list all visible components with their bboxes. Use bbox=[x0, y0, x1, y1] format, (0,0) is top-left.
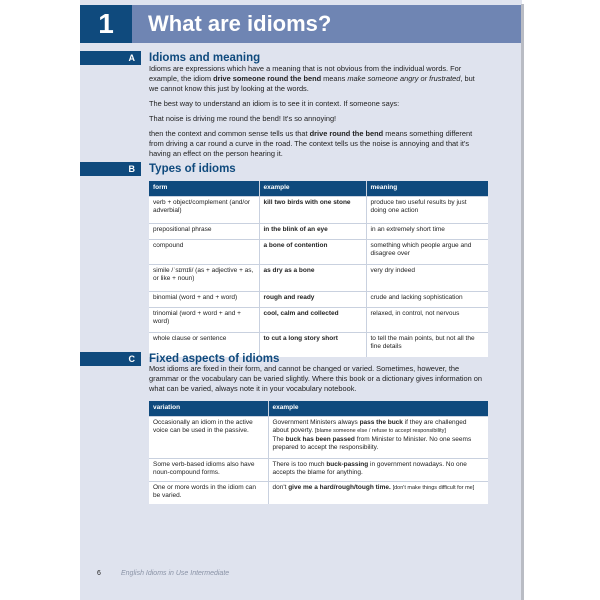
form-cell: compound bbox=[149, 239, 259, 264]
section-b-marker: B bbox=[80, 162, 141, 176]
example-cell: to cut a long story short bbox=[259, 332, 366, 357]
table-header-row bbox=[149, 181, 488, 196]
example-cell: as dry as a bone bbox=[259, 264, 366, 291]
table-header-row bbox=[149, 401, 488, 416]
example-cell: don't give me a hard/rough/tough time. [don't make things difficult for me] bbox=[268, 481, 488, 504]
unit-number: 1 bbox=[80, 5, 132, 43]
column-header-example: example bbox=[259, 181, 366, 196]
table-row bbox=[149, 416, 488, 458]
table-row bbox=[149, 291, 488, 307]
form-cell: trinomial (word + word + and + word) bbox=[149, 307, 259, 332]
example-cell: a bone of contention bbox=[259, 239, 366, 264]
form-cell: whole clause or sentence bbox=[149, 332, 259, 357]
table-row bbox=[149, 239, 488, 264]
section-a-paragraph-2: The best way to understand an idiom is to see it in context. If someone says: bbox=[149, 99, 400, 108]
section-c-title: Fixed aspects of idioms bbox=[149, 353, 280, 365]
form-cell: simile /ˈsɪmɪli/ (as + adjective + as, or like + noun) bbox=[149, 264, 259, 291]
unit-header bbox=[80, 5, 522, 43]
example-cell: rough and ready bbox=[259, 291, 366, 307]
section-a-paragraph-3: then the context and common sense tells us that drive round the bend means something different from driving a car round a curve in the road. The context tells us the noise is annoying and that it's having an effect on the person hearing it. bbox=[149, 129, 473, 158]
variation-cell: Some verb-based idioms also have noun-compound forms. bbox=[149, 458, 268, 481]
meaning-cell: in an extremely short time bbox=[366, 223, 488, 239]
column-header-variation: variation bbox=[149, 401, 268, 416]
page-edge-shadow bbox=[521, 4, 524, 600]
table-row bbox=[149, 458, 488, 481]
table-row bbox=[149, 223, 488, 239]
form-cell: verb + object/complement (and/or adverbial) bbox=[149, 196, 259, 223]
section-a-paragraph-1: Idioms are expressions which have a meaning that is not obvious from the individual words. For example, the idiom drive someone round the bend means make someone angry or frustrated, but we cannot know this just by looking at the words. bbox=[149, 64, 475, 93]
table-row bbox=[149, 196, 488, 223]
meaning-cell: crude and lacking sophistication bbox=[366, 291, 488, 307]
table-row bbox=[149, 481, 488, 504]
table-row bbox=[149, 264, 488, 291]
book-page bbox=[80, 0, 522, 600]
form-cell: binomial (word + and + word) bbox=[149, 291, 259, 307]
example-cell: kill two birds with one stone bbox=[259, 196, 366, 223]
example-cell: Government Ministers always pass the buck if they are challenged about poverty. [blame someone else / refuse to accept responsibility] The buck has been passed from Minister to Minister. No one seems prepared to accept the responsibility. bbox=[268, 416, 488, 458]
section-c-marker: C bbox=[80, 352, 141, 366]
variation-cell: One or more words in the idiom can be varied. bbox=[149, 481, 268, 504]
meaning-cell: produce two useful results by just doing one action bbox=[366, 196, 488, 223]
meaning-cell: relaxed, in control, not nervous bbox=[366, 307, 488, 332]
definition-note: [don't make things difficult for me] bbox=[392, 484, 475, 491]
variation-cell: Occasionally an idiom in the active voice can be used in the passive. bbox=[149, 416, 268, 458]
definition-note: [blame someone else / refuse to accept responsibility] bbox=[315, 428, 446, 434]
unit-title: What are idioms? bbox=[148, 11, 332, 36]
section-a-title: Idioms and meaning bbox=[149, 52, 261, 64]
idiom-types-table bbox=[149, 181, 488, 357]
section-c-body: Most idioms are fixed in their form, and cannot be changed or varied. Sometimes, however, the grammar or the vocabulary can be varied slightly. Where this book or a dictionary gives information on what can be varied, always note it in your vocabulary notebook. bbox=[149, 364, 483, 393]
section-a-marker: A bbox=[80, 51, 141, 65]
page-number: 6 bbox=[97, 570, 101, 577]
section-b-title: Types of idioms bbox=[149, 163, 236, 175]
example-cell: cool, calm and collected bbox=[259, 307, 366, 332]
column-header-example: example bbox=[268, 401, 488, 416]
section-a-example-quote: That noise is driving me round the bend! It's so annoying! bbox=[149, 114, 337, 123]
form-cell: prepositional phrase bbox=[149, 223, 259, 239]
meaning-cell: to tell the main points, but not all the fine details bbox=[366, 332, 488, 357]
meaning-cell: something which people argue and disagree over bbox=[366, 239, 488, 264]
section-a-body bbox=[149, 64, 485, 159]
table-row bbox=[149, 307, 488, 332]
example-cell: in the blink of an eye bbox=[259, 223, 366, 239]
fixed-aspects-table bbox=[149, 401, 488, 504]
column-header-meaning: meaning bbox=[366, 181, 488, 196]
column-header-form: form bbox=[149, 181, 259, 196]
meaning-cell: very dry indeed bbox=[366, 264, 488, 291]
example-cell: There is too much buck-passing in government nowadays. No one accepts the blame for anything. bbox=[268, 458, 488, 481]
book-title: English Idioms in Use Intermediate bbox=[121, 570, 230, 577]
